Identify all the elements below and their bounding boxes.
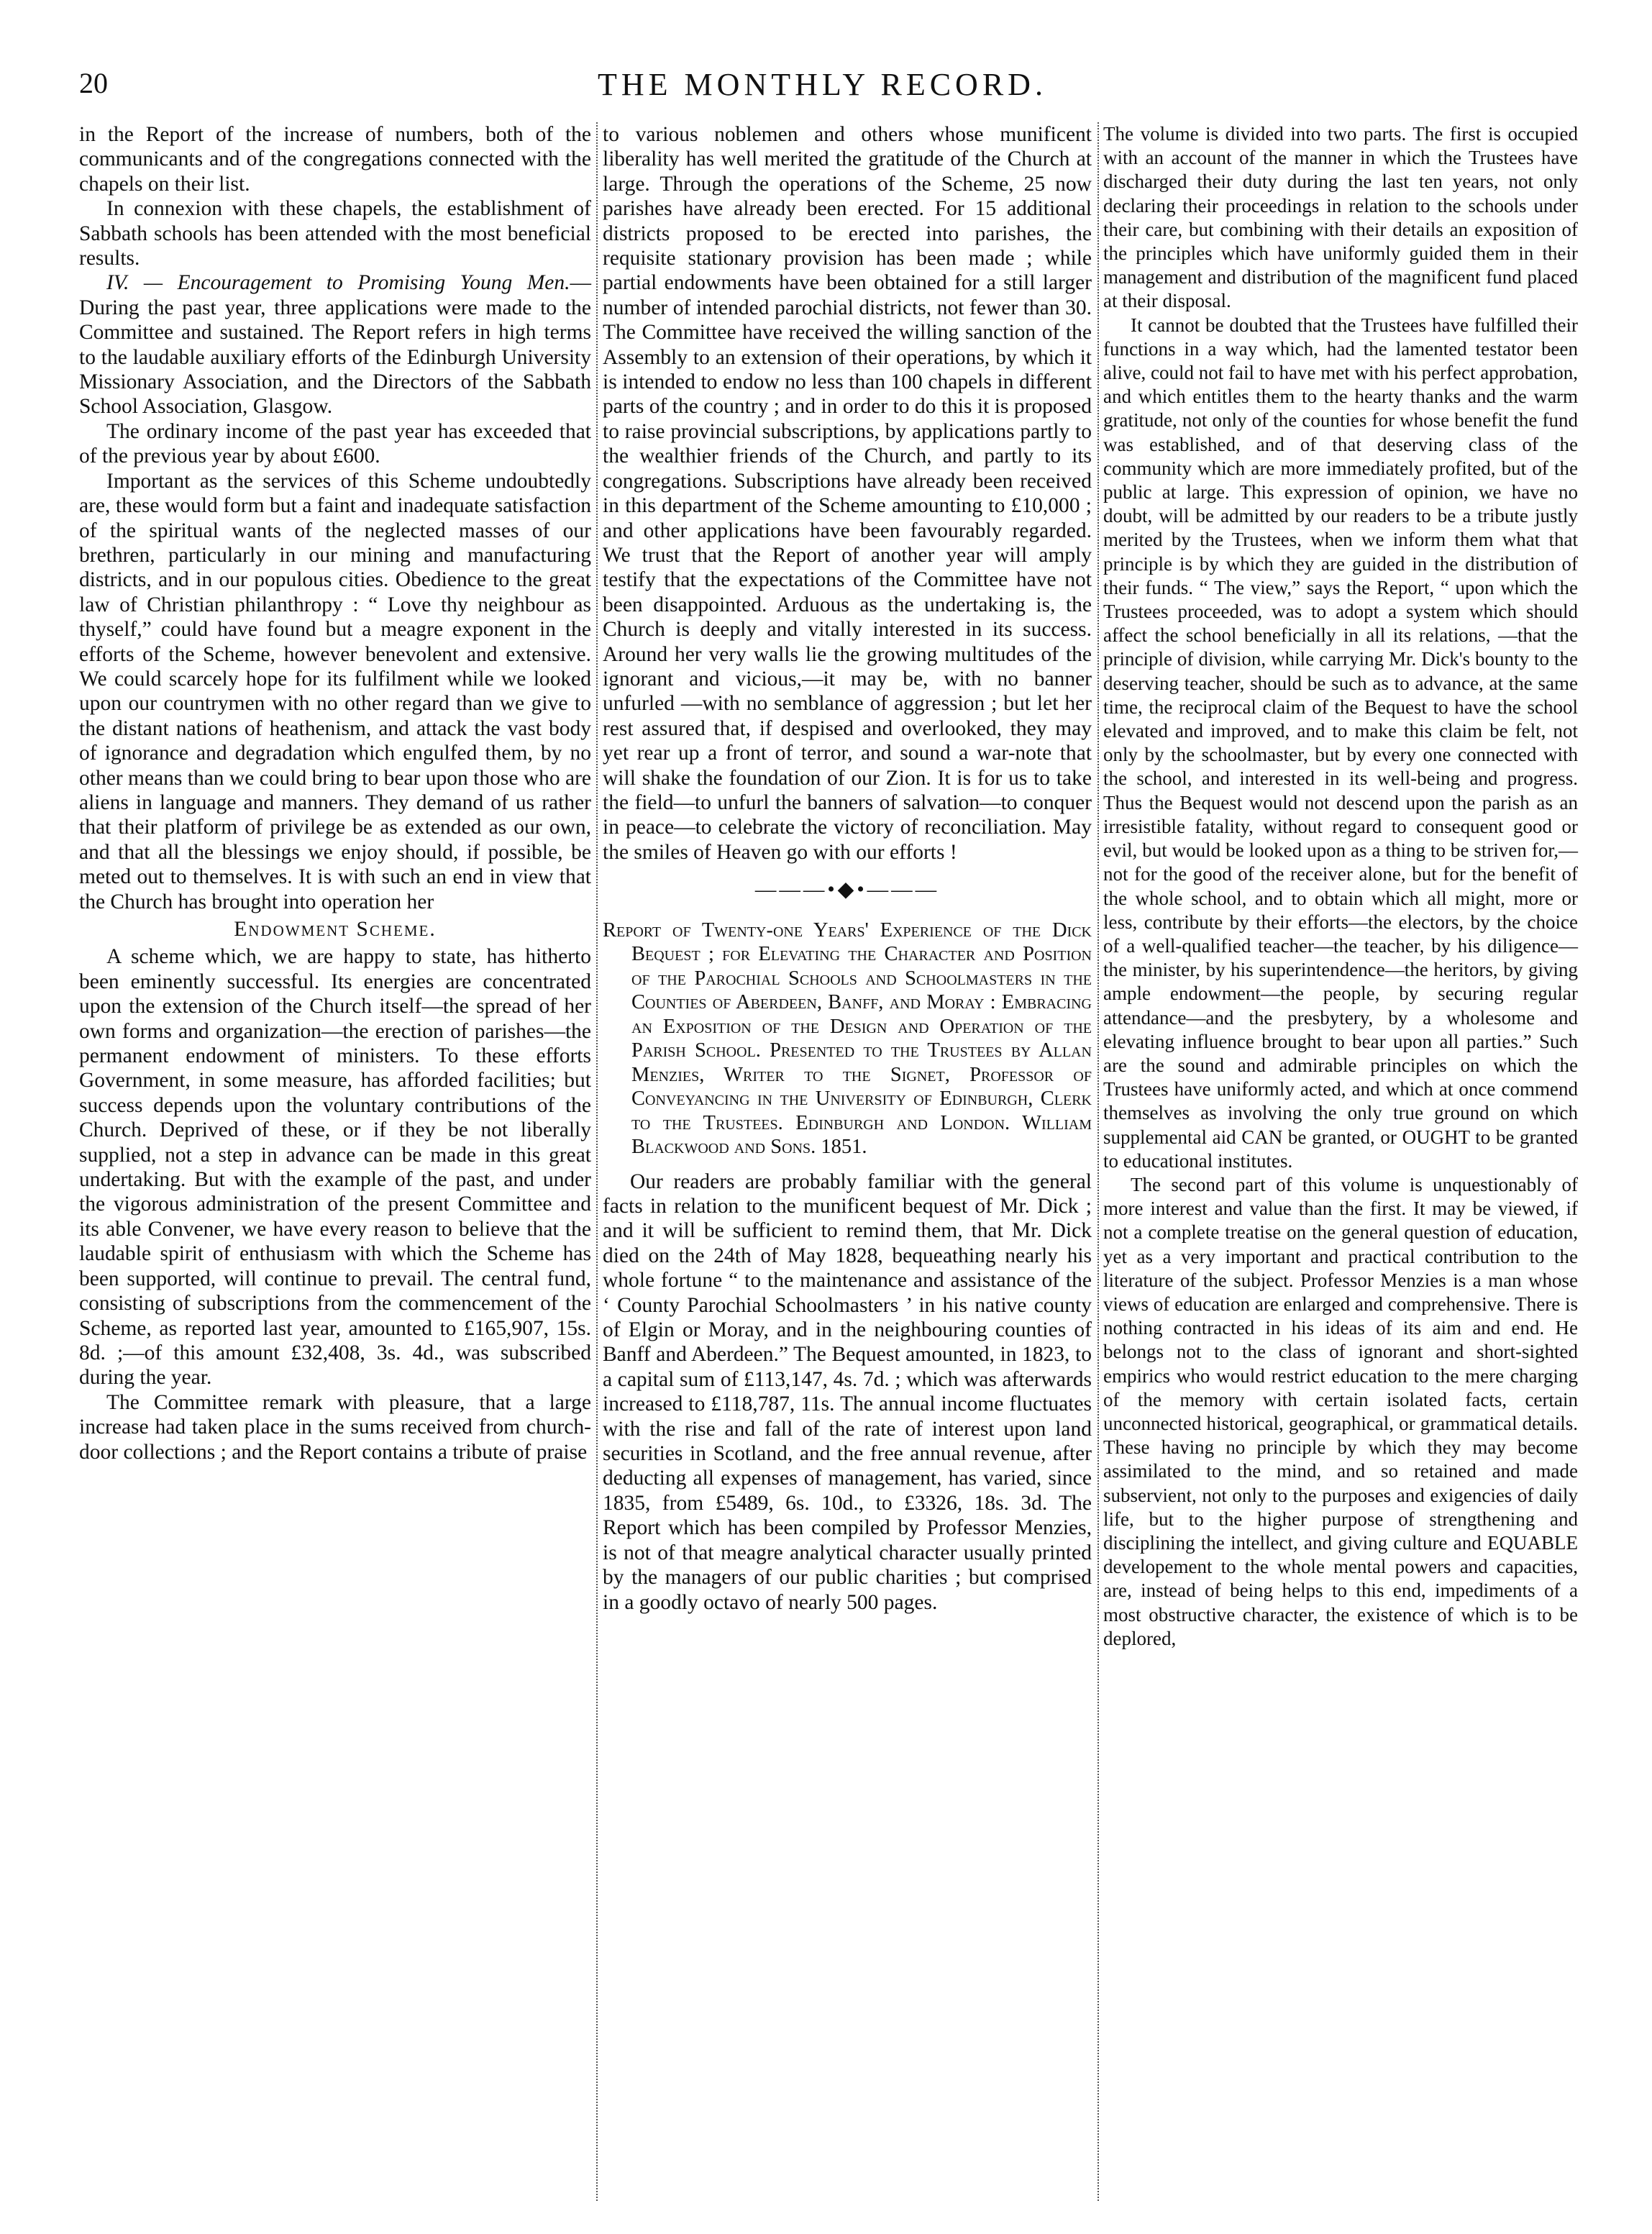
review-heading: Report of Twenty-one Years' Experience of the Dick Bequest ; for Elevating the Character and Position of the Parochial Schools and Schoolmasters in the Counties of Aberdeen, Banff, and Moray : Embracing an Exposition of the Design and Operation of the Parish School. Presented to the Trustees by Allan Menzies, Writer to the Signet, Professor of Conveyancing in the University of Edinburgh, Clerk to the Trustees. Edinburgh and London. William Blackwood and Sons. 1851. bbox=[603, 918, 1092, 1159]
paragraph: In connexion with these chapels, the establishment of Sabbath schools has been attended with the most beneficial results. bbox=[79, 197, 591, 270]
column-divider-right bbox=[1097, 122, 1099, 2201]
page-header bbox=[79, 66, 1566, 109]
paragraph: A scheme which, we are happy to state, has hitherto been eminently successful. Its energies are concentrated upon the extension of the Church itself—the spread of her own forms and organization—the erection of parishes—the permanent endowment of ministers. To these efforts Government, in some measure, has afforded facilities; but success depends upon the voluntary contributions of the Church. Deprived of these, or if they be not liberally supplied, not a step in advance can be made in this great undertaking. But with the example of the past, and under the vigorous administration of the present Committee and its able Convener, we have every reason to believe that the laudable spirit of enthusiasm with which the Scheme has been supported, will continue to prevail. The central fund, consisting of subscriptions from the commencement of the Scheme, as reported last year, amounted to £165,907, 15s. 8d. ;—of this amount £32,408, 3s. 4d., was subscribed during the year. bbox=[79, 945, 591, 1390]
paragraph: The second part of this volume is unquestionably of more interest and value than the first. It may be viewed, if not a complete treatise on the general question of education, yet as a very important and practical contribution to the literature of the subject. Professor Menzies is a man whose views of education are enlarged and comprehensive. There is nothing contracted in his ideas of its aim and end. He belongs not to the class of ignorant and short-sighted empirics who would restrict education to the mere charging of the memory with certain isolated facts, certain unconnected historical, geographical, or grammatical details. These having no principle by which they may become assimilated to the mind, and so retained and made subservient, not only to the purposes and exigencies of daily life, but to the higher purpose of strengthening and disciplining the intellect, and giving culture and EQUABLE developement to the whole mental powers and capacities, are, instead of being helps to this end, impediments of a most obstructive character, the existence of which is to be deplored, bbox=[1103, 1173, 1578, 1649]
paragraph: The Committee remark with pleasure, that a large increase had taken place in the sums received from church-door collections ; and the Report contains a tribute of praise bbox=[79, 1390, 591, 1464]
paragraph: Important as the services of this Scheme undoubtedly are, these would form but a faint and inadequate satisfaction of the spiritual wants of the neglected masses of our brethren, particularly in our mining and manufacturing districts, and in our populous cities. Obedience to the great law of Christian philanthropy : “ Love thy neighbour as thyself,” could have found but a meagre exponent in the efforts of the Scheme, however benevolent and extensive. We could scarcely hope for its fulfilment while we looked upon our countrymen with no other regard than we give to the distant nations of heathenism, and attack the vast body of ignorance and degradation which engulfed them, by no other means than we could bring to bear upon those who are aliens in language and manners. They demand of us rather that their platform of privilege be as extended as our own, and that all the blessings we enjoy should, if possible, be meted out to themselves. It is with such an end in view that the Church has brought into operation her bbox=[79, 469, 591, 913]
paragraph: The ordinary income of the past year has exceeded that of the previous year by about £600. bbox=[79, 419, 591, 468]
paragraph: Our readers are probably familiar with the general facts in relation to the munificent bequest of Mr. Dick ; and it will be sufficient to remind them, that Mr. Dick died on the 24th of May 1828, bequeathing nearly his whole fortune “ to the maintenance and assistance of the ‘ County Parochial Schoolmasters ’ in his native county of Elgin or Moray, and in the neighbouring counties of Banff and Aberdeen.” The Bequest amounted, in 1823, to a capital sum of £113,147, 4s. 7d. ; which was afterwards increased to £118,787, 11s. The annual income fluctuates with the rise and fall of the rate of interest upon land securities in Scotland, and the free annual revenue, after deducting all expenses of management, has varied, since 1835, from £5489, 6s. 10d., to £3326, 18s. 3d. The Report which has been compiled by Professor Menzies, is not of that meagre analytical character usually printed by the managers of our public charities ; but comprised in a goodly octavo of nearly 500 pages. bbox=[603, 1170, 1092, 1614]
paragraph: It cannot be doubted that the Trustees have fulfilled their functions in a way which, had the lamented testator been alive, could not fail to have met with his perfect approbation, and which entitles them to the hearty thanks and the warm gratitude, not only of the counties for whose benefit the fund was established, and of that deserving class of the community which are more immediately profited, but of the public at large. This expression of opinion, we have no doubt, will be admitted by our readers to be a tribute justly merited by the Trustees, when we inform them what that principle is by which they are guided in the distribution of their funds. “ The view,” says the Report, “ upon which the Trustees proceeded, was to adopt a system which should affect the school beneficially in all its relations, —that the principle of division, while carrying Mr. Dick's bounty to the deserving teacher, should be such as to advance, at the same time, the reciprocal claim of the Bequest to have the school elevated and improved, and to make this claim be felt, not only by the schoolmaster, but by every one connected with the school, and interested in its well-being and progress. Thus the Bequest would not descend upon the parish as an irresistible fatality, without regard to consequent good or evil, but would be looked upon as a thing to be striven for,—not for the good of the receiver alone, but for the benefit of the whole school, and to obtain which all might, more or less, contribute by their efforts—the electors, by the choice of a well-qualified teacher—the teacher, by his diligence—the minister, by his superintendence—the heritors, by giving ample endowment—the people, by securing regular attendance—and the presbytery, by a wholesome and elevating influence brought to bear upon all parties.” Such are the sound and admirable principles on which the Trustees have uniformly acted, and which at once commend themselves as involving the only true ground on which supplemental aid CAN be granted, or OUGHT to be granted to educational institutes. bbox=[1103, 314, 1578, 1172]
ornament-divider: ———•◆•——— bbox=[754, 878, 940, 902]
paragraph: in the Report of the increase of numbers, both of the communicants and of the congregations connected with the chapels on their list. bbox=[79, 123, 591, 196]
page-number: 20 bbox=[79, 67, 108, 99]
section-heading: Endowment Scheme. bbox=[234, 918, 437, 941]
running-title: THE MONTHLY RECORD. bbox=[598, 67, 1047, 102]
paragraph: to various noblemen and others whose munificent liberality has well merited the gratitude of the Church at large. Through the operations of the Scheme, 25 now parishes have already been erected. For 15 additional districts proposed to be erected into parishes, the requisite stationary provision has been made ; while partial endowments have been obtained for a still larger number of intended parochial districts, not fewer than 30. The Committee have received the willing sanction of the Assembly to an extension of their operations, by which it is intended to endow no less than 100 chapels in different parts of the country ; and in order to do this it is proposed to raise provincial subscriptions, by applications partly to the wealthier friends of the Church, and partly to its congregations. Subscriptions have already been received in this department of the Scheme amounting to £10,000 ; and other applications have been favourably regarded. We trust that the Report of another year will amply testify that the expectations of the Committee have not been disappointed. Arduous as the undertaking is, the Church is deeply and vitally interested in its success. Around her very walls lie the growing multitudes of the ignorant and vicious,—it may be, with no banner unfurled —with no semblance of aggression ; but let her rest assured that, if despised and overlooked, they may yet rear up a front of terror, and sound a war-note that will shake the foundation of our Zion. It is for us to take the field—to unfurl the banners of salvation—to conquer in peace—to celebrate the victory of reconciliation. May the smiles of Heaven go with our efforts ! bbox=[603, 123, 1092, 864]
paragraph-text: —During the past year, three applications were made to the Committee and sustained. The Report refers in high terms to the laudable auxiliary efforts of the Edinburgh University Missionary Association, and the Directors of the Sabbath School Association, Glasgow. bbox=[79, 271, 591, 419]
column-left bbox=[79, 122, 591, 1464]
column-middle bbox=[603, 122, 1092, 1615]
column-divider-left bbox=[596, 122, 598, 2201]
paragraph-encouragement bbox=[79, 270, 591, 419]
section-lead: IV. — Encouragement to Promising Young Men. bbox=[106, 271, 570, 295]
column-right bbox=[1103, 122, 1578, 1651]
paragraph: The volume is divided into two parts. The first is occupied with an account of the manner in which the Trustees have discharged their duty during the last ten years, not only declaring their proceedings in relation to the schools under their care, but combining with their details an exposition of the principles which have uniformly guided them in their management and distribution of the magnificent fund placed at their disposal. bbox=[1103, 123, 1578, 312]
